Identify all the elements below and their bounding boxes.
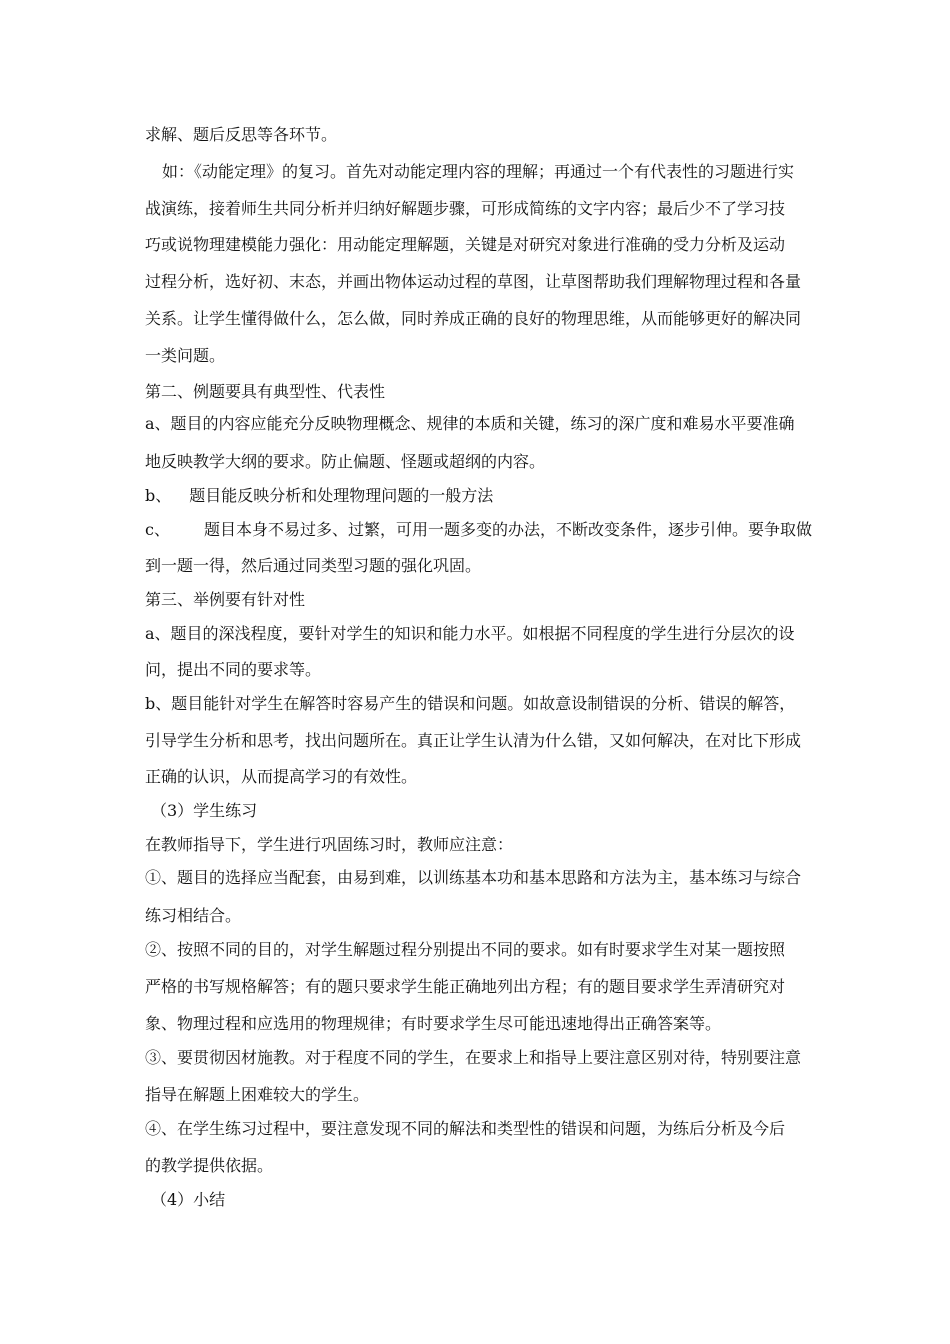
paragraph-line: b、题目能针对学生在解答时容易产生的错误和问题。如故意设制错误的分析、错误的解答， bbox=[145, 694, 796, 713]
paragraph-line: 过程分析，选好初、末态，并画出物体运动过程的草图，让草图帮助我们理解物理过程和各量 bbox=[145, 272, 802, 291]
paragraph-line: 到一题一得，然后通过同类型习题的强化巩固。 bbox=[145, 556, 482, 575]
section-heading: 第二、例题要具有典型性、代表性 bbox=[145, 382, 386, 401]
paragraph-line: 指导在解题上困难较大的学生。 bbox=[145, 1085, 370, 1104]
paragraph-line: ④、在学生练习过程中，要注意发现不同的解法和类型性的错误和问题，为练后分析及今后 bbox=[145, 1119, 786, 1138]
paragraph-line: a、题目的内容应能充分反映物理概念、规律的本质和关键，练习的深广度和难易水平要准确 bbox=[145, 414, 795, 433]
list-text: 题目能反映分析和处理物理问题的一般方法 bbox=[189, 486, 494, 505]
paragraph-line: 战演练，接着师生共同分析并归纳好解题步骤，可形成简练的文字内容；最后少不了学习技 bbox=[145, 199, 786, 218]
list-marker: b、 bbox=[145, 486, 172, 505]
paragraph-line: 问，提出不同的要求等。 bbox=[145, 660, 322, 679]
paragraph-line: ①、题目的选择应当配套，由易到难，以训练基本功和基本思路和方法为主，基本练习与综合 bbox=[145, 868, 802, 887]
paragraph-line: 正确的认识，从而提高学习的有效性。 bbox=[145, 767, 418, 786]
paragraph-line: ③、要贯彻因材施教。对于程度不同的学生，在要求上和指导上要注意区别对待，特别要注意 bbox=[145, 1048, 802, 1067]
paragraph-line: 一类问题。 bbox=[145, 346, 226, 365]
list-text: 题目本身不易过多、过繁，可用一题多变的办法，不断改变条件，逐步引伸。要争取做 bbox=[203, 520, 812, 539]
list-marker: c、 bbox=[145, 520, 170, 539]
paragraph-line: 地反映教学大纲的要求。防止偏题、怪题或超纲的内容。 bbox=[145, 452, 546, 471]
section-heading: （4）小结 bbox=[151, 1190, 226, 1209]
section-heading: 第三、举例要有针对性 bbox=[145, 590, 306, 609]
paragraph-line: 在教师指导下，学生进行巩固练习时，教师应注意： bbox=[145, 835, 514, 854]
paragraph-line: 引导学生分析和思考，找出问题所在。真正让学生认清为什么错，又如何解决，在对比下形成 bbox=[145, 731, 802, 750]
paragraph-line: 关系。让学生懂得做什么，怎么做，同时养成正确的良好的物理思维，从而能够更好的解决同 bbox=[145, 309, 802, 328]
paragraph-line: 象、物理过程和应选用的物理规律；有时要求学生尽可能迅速地得出正确答案等。 bbox=[145, 1014, 722, 1033]
list-item-c bbox=[145, 520, 815, 540]
paragraph-line: 如：《动能定理》的复习。首先对动能定理内容的理解；再通过一个有代表性的习题进行实 bbox=[162, 162, 795, 181]
list-item-b bbox=[145, 486, 815, 506]
paragraph-line: a、题目的深浅程度，要针对学生的知识和能力水平。如根据不同程度的学生进行分层次的设 bbox=[145, 624, 795, 643]
paragraph-line: 求解、题后反思等各环节。 bbox=[145, 125, 338, 144]
paragraph-line: 巧或说物理建模能力强化：用动能定理解题，关键是对研究对象进行准确的受力分析及运动 bbox=[145, 235, 786, 254]
section-heading: （3）学生练习 bbox=[151, 801, 258, 820]
paragraph-line: 严格的书写规格解答；有的题只要求学生能正确地列出方程；有的题目要求学生弄清研究对 bbox=[145, 977, 786, 996]
paragraph-line: 的教学提供依据。 bbox=[145, 1156, 274, 1175]
paragraph-line: ②、按照不同的目的，对学生解题过程分别提出不同的要求。如有时要求学生对某一题按照 bbox=[145, 940, 786, 959]
paragraph-line: 练习相结合。 bbox=[145, 906, 242, 925]
